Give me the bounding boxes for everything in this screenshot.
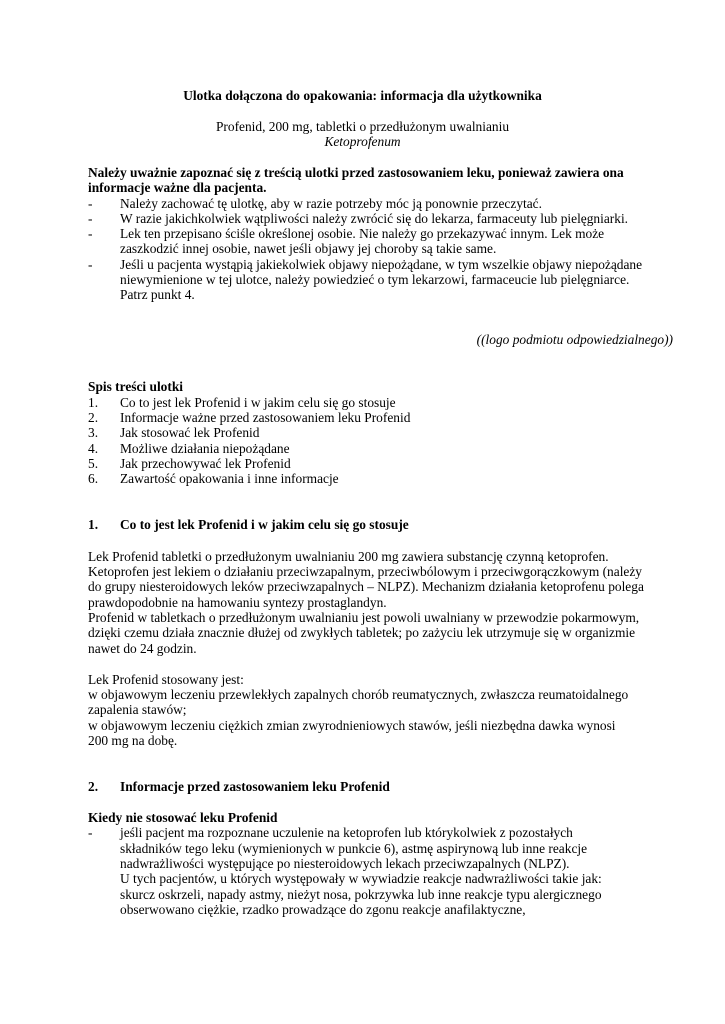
toc-item: Możliwe działania niepożądane xyxy=(120,441,290,456)
toc-item: Informacje ważne przed zastosowaniem leku Profenid xyxy=(120,410,411,425)
toc-item: Jak stosować lek Profenid xyxy=(120,425,260,440)
warning-bullet: Lek ten przepisano ściśle określonej osobie. Nie należy go przekazywać innym. Lek może xyxy=(120,226,605,241)
section-number: 2. xyxy=(88,779,99,794)
bullet-line: skurcz oskrzeli, napady astmy, nieżyt nosa, pokrzywka lub inne reakcje typu alergicznego xyxy=(120,887,602,902)
toc-number: 2. xyxy=(88,410,99,425)
toc-number: 6. xyxy=(88,471,99,486)
section-heading: Informacje przed zastosowaniem leku Profenid xyxy=(120,779,390,794)
section-number: 1. xyxy=(88,517,99,532)
subheading: Kiedy nie stosować leku Profenid xyxy=(88,810,278,825)
bullet-dash: - xyxy=(88,196,93,211)
warning-bullet-cont: niewymienione w tej ulotce, należy powiedzieć o tym lekarzowi, farmaceucie lub pielęgniarce. xyxy=(120,272,630,287)
toc-number: 3. xyxy=(88,425,99,440)
warning-bullet: W razie jakichkolwiek wątpliwości należy zwrócić się do lekarza, farmaceuty lub pielęgniarki. xyxy=(120,211,629,226)
warning-bullet: Należy zachować tę ulotkę, aby w razie potrzeby móc ją ponownie przeczytać. xyxy=(120,196,542,211)
toc-number: 5. xyxy=(88,456,99,471)
toc-item: Co to jest lek Profenid i w jakim celu się go stosuje xyxy=(120,395,396,410)
paragraph-line: Lek Profenid tabletki o przedłużonym uwalnianiu 200 mg zawiera substancję czynną ketoprofen. xyxy=(88,549,609,564)
paragraph-line: w objawowym leczeniu ciężkich zmian zwyrodnieniowych stawów, jeśli niezbędna dawka wynosi xyxy=(88,718,616,733)
toc-number: 4. xyxy=(88,441,99,456)
leaflet-title: Ulotka dołączona do opakowania: informacja dla użytkownika xyxy=(183,88,542,103)
bullet-dash: - xyxy=(88,825,93,840)
warning-bullet: Jeśli u pacjenta wystąpią jakiekolwiek objawy niepożądane, w tym wszelkie objawy niepożądane xyxy=(120,257,643,272)
paragraph-line: zapalenia stawów; xyxy=(88,702,187,717)
warning-bullet-cont: Patrz punkt 4. xyxy=(120,287,195,302)
paragraph-line: nawet do 24 godzin. xyxy=(88,641,197,656)
bullet-line: nadwrażliwości występujące po niesteroidowych lekach przeciwzapalnych (NLPZ). xyxy=(120,856,570,871)
bullet-line: jeśli pacjent ma rozpoznane uczulenie na ketoprofen lub którykolwiek z pozostałych xyxy=(120,825,573,840)
paragraph-line: Lek Profenid stosowany jest: xyxy=(88,672,244,687)
toc-item: Jak przechowywać lek Profenid xyxy=(120,456,291,471)
toc-item: Zawartość opakowania i inne informacje xyxy=(120,471,339,486)
product-name: Profenid, 200 mg, tabletki o przedłużonym uwalnianiu xyxy=(215,119,510,134)
paragraph-line: dzięki czemu działa znacznie dłużej od zwykłych tabletek; po zażyciu lek utrzymuje się w organizmie xyxy=(88,625,636,640)
bullet-dash: - xyxy=(88,257,93,272)
paragraph-line: do grupy niesteroidowych leków przeciwzapalnych – NLPZ). Mechanizm działania ketoprofenu polega xyxy=(88,579,644,594)
bullet-line: składników tego leku (wymienionych w punkcie 6), astmę aspirynową lub inne reakcje xyxy=(120,841,588,856)
paragraph-line: Ketoprofen jest lekiem o działaniu przeciwzapalnym, przeciwbólowym i przeciwgorączkowym (należy xyxy=(88,564,642,579)
bullet-line: U tych pacjentów, u których występowały w wywiadzie reakcje nadwrażliwości takie jak: xyxy=(120,871,602,886)
active-substance: Ketoprofenum xyxy=(324,134,401,149)
toc-number: 1. xyxy=(88,395,99,410)
section-heading: Co to jest lek Profenid i w jakim celu się go stosuje xyxy=(120,517,409,532)
warning-bullet-cont: zaszkodzić innej osobie, nawet jeśli objawy jej choroby są takie same. xyxy=(120,241,497,256)
bullet-dash: - xyxy=(88,211,93,226)
warning-line: Należy uważnie zapoznać się z treścią ulotki przed zastosowaniem leku, ponieważ zawiera ona xyxy=(88,165,624,180)
bullet-line: obserwowano ciężkie, rzadko prowadzące do zgonu reakcje anafilaktyczne, xyxy=(120,902,526,917)
paragraph-line: 200 mg na dobę. xyxy=(88,733,178,748)
paragraph-line: w objawowym leczeniu przewlekłych zapalnych chorób reumatycznych, zwłaszcza reumatoidalnego xyxy=(88,687,629,702)
warning-line: informacje ważne dla pacjenta. xyxy=(88,180,267,195)
bullet-dash: - xyxy=(88,226,93,241)
logo-placeholder: ((logo podmiotu odpowiedzialnego)) xyxy=(476,332,673,347)
toc-title: Spis treści ulotki xyxy=(88,379,183,394)
paragraph-line: prawdopodobnie na hamowaniu syntezy prostaglandyn. xyxy=(88,595,387,610)
paragraph-line: Profenid w tabletkach o przedłużonym uwalnianiu jest powoli uwalniany w przewodzie pokarmowym, xyxy=(88,610,640,625)
